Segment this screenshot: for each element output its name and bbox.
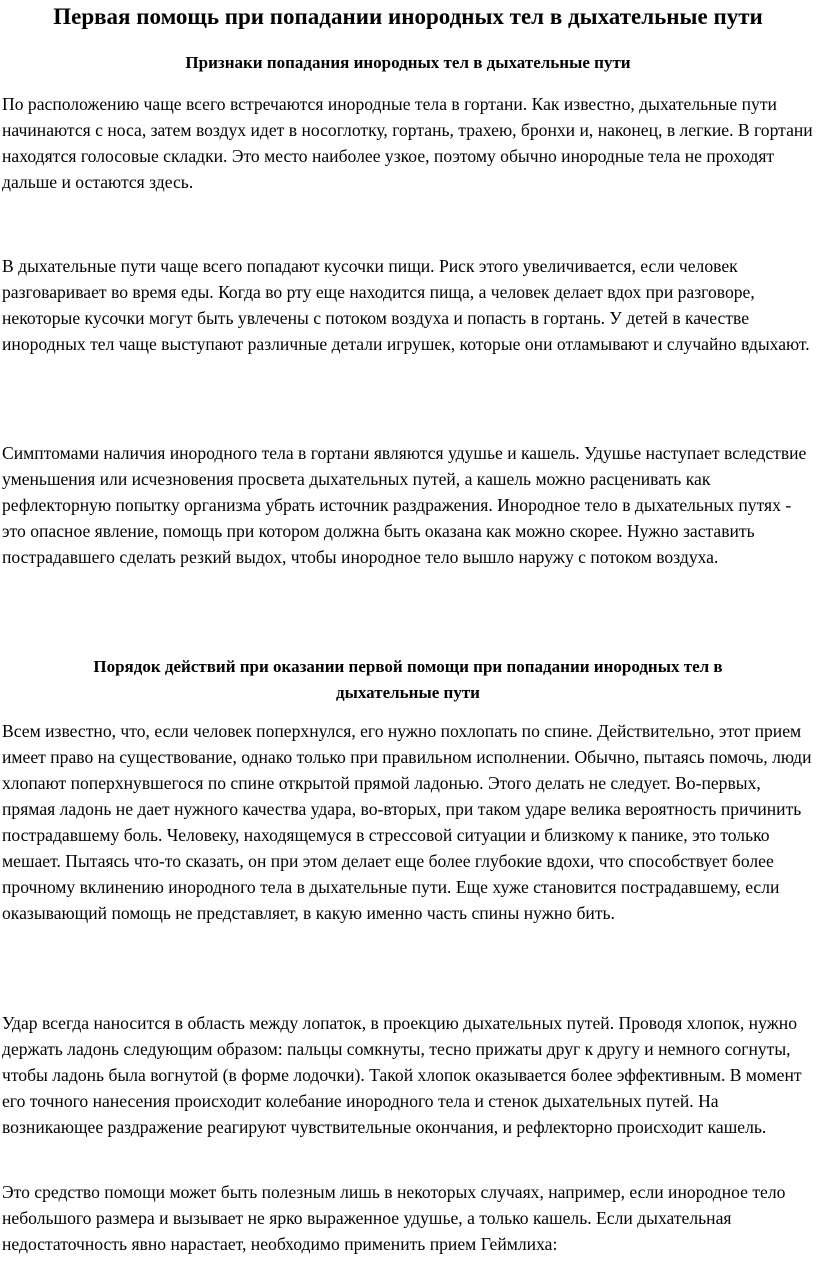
paragraph-location: По расположению чаще всего встречаются инородные тела в гортани. Как известно, дыхательные пути начинаются с носа, затем воздух идет в носоглотку, гортань, трахею, бронхи и, наконец, в легкие. В гортани находятся голосовые складки. Это место наиболее узкое, поэтому обычно инородные тела не проходят дальше и остаются здесь. xyxy=(2,94,813,192)
paragraph-heimlich: Это средство помощи может быть полезным лишь в некоторых случаях, например, если инородное тело небольшого размера и вызывает не ярко выраженное удушье, а только кашель. Если дыхательная недостаточность явно нарастает, необходимо применить прием Геймлиха: xyxy=(2,1182,786,1254)
section-heading-signs: Признаки попадания инородных тел в дыхательные пути xyxy=(185,53,631,72)
page-title: Первая помощь при попадании инородных тел в дыхательные пути xyxy=(53,4,763,29)
paragraph-hand-position: Удар всегда наносится в область между лопаток, в проекцию дыхательных путей. Проводя хлопок, нужно держать ладонь следующим образом: пальцы сомкнуты, тесно прижаты друг к другу и немного согнуты, чтобы ладонь была вогнутой (в форме лодочки). Такой хлопок оказывается более эффективным. В момент его точного нанесения происходит колебание инородного тела и стенок дыхательных путей. На возникающее раздражение реагируют чувствительные окончания, и рефлекторно происходит кашель. xyxy=(2,1013,802,1137)
paragraph-food: В дыхательные пути чаще всего попадают кусочки пищи. Риск этого увеличивается, если человек разговаривает во время еды. Когда во рту еще находится пища, а человек делает вдох при разговоре, некоторые кусочки могут быть увлечены с потоком воздуха и попасть в гортань. У детей в качестве инородных тел чаще выступают различные детали игрушек, которые они отламывают и случайно вдыхают. xyxy=(2,256,810,354)
section-heading-actions: Порядок действий при оказании первой помощи при попадании инородных тел в дыхательные пути xyxy=(93,657,723,702)
paragraph-symptoms: Симптомами наличия инородного тела в гортани являются удушье и кашель. Удушье наступает вследствие уменьшения или исчезновения просвета дыхательных путей, а кашель можно расценивать как рефлекторную попытку организма убрать источник раздражения. Инородное тело в дыхательных путях - это опасное явление, помощь при котором должна быть оказана как можно скорее. Нужно заставить пострадавшего сделать резкий выдох, чтобы инородное тело вышло наружу с потоком воздуха. xyxy=(2,443,807,567)
paragraph-back-blows: Всем известно, что, если человек поперхнулся, его нужно похлопать по спине. Действительно, этот прием имеет право на существование, однако только при правильном исполнении. Обычно, пытаясь помочь, люди хлопают поперхнувшегося по спине открытой прямой ладонью. Этого делать не следует. Во-первых, прямая ладонь не дает нужного качества удара, во-вторых, при таком ударе велика вероятность причинить пострадавшему боль. Человеку, находящемуся в стрессовой ситуации и близкому к панике, это только мешает. Пытаясь что-то сказать, он при этом делает еще более глубокие вдохи, что способствует более прочному вклинению инородного тела в дыхательные пути. Еще хуже становится пострадавшему, если оказывающий помощь не представляет, в какую именно часть спины нужно бить. xyxy=(2,721,812,923)
